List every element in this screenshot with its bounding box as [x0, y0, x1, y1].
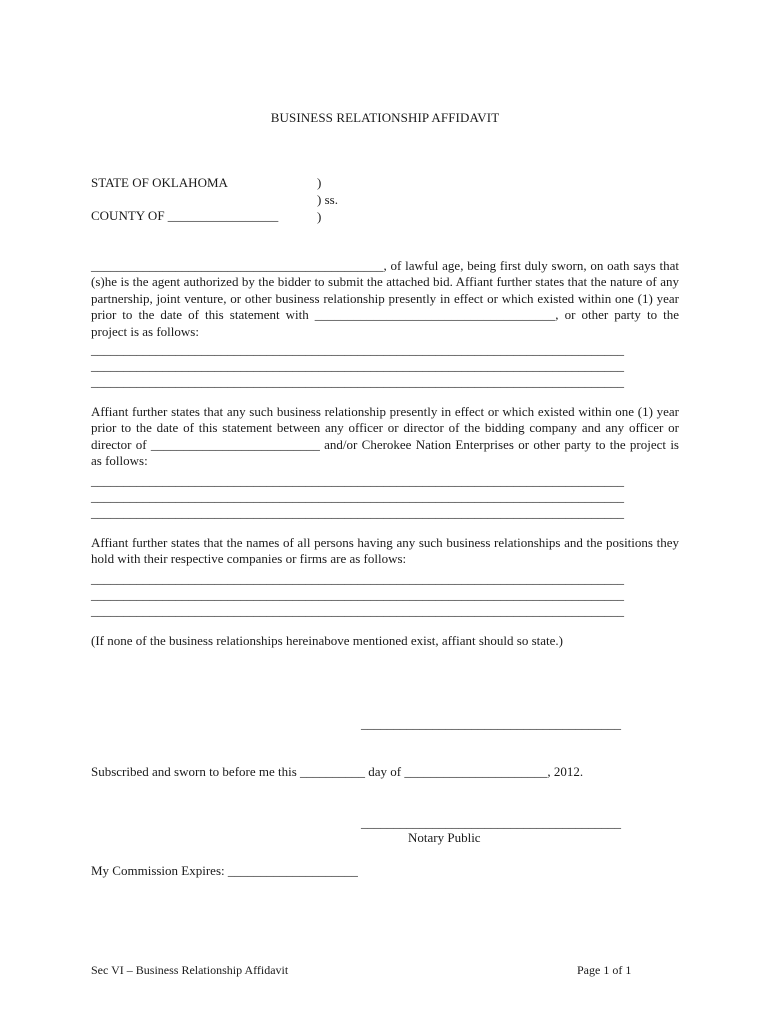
- answer-line: __________________________________________________________________________________: [91, 473, 624, 488]
- county-label: COUNTY OF _________________: [91, 208, 279, 223]
- answer-line: __________________________________________________________________________________: [91, 505, 624, 520]
- notary-public-label: Notary Public: [408, 830, 481, 845]
- footer-section-title: Sec VI – Business Relationship Affidavit: [91, 963, 289, 977]
- answer-line: __________________________________________________________________________________: [91, 374, 624, 389]
- answer-line: __________________________________________________________________________________: [91, 358, 624, 373]
- venue-paren: ): [317, 175, 322, 190]
- answer-line: __________________________________________________________________________________: [91, 342, 624, 357]
- commission-expires: My Commission Expires: ____________________: [91, 863, 358, 878]
- notary-signature-line: ________________________________________: [361, 815, 621, 830]
- answer-line: __________________________________________________________________________________: [91, 587, 624, 602]
- affiant-paragraph-3: Affiant further states that the names of all persons having any such business relationships and the positions they hold with their respective companies or firms are as follows:: [91, 535, 679, 567]
- answer-line: __________________________________________________________________________________: [91, 571, 624, 586]
- none-statement: (If none of the business relationships hereinabove mentioned exist, affiant should so state.): [91, 633, 563, 648]
- affiant-paragraph-1: _____________________________________________, of lawful age, being first duly sworn, on oath says that (s)he is the agent authorized by the bidder to submit the attached bid. Affiant further states that the nature of any partnership, joint venture, or other business relationship presently in effect or which existed within one (1) year prior to the date of this statement with _____________________________________, or other party to the project is as follows:: [91, 258, 679, 339]
- venue-ss: ) ss.: [317, 192, 338, 207]
- answer-line: __________________________________________________________________________________: [91, 489, 624, 504]
- subscribed-sworn-line: Subscribed and sworn to before me this __________ day of ______________________, 2012.: [91, 764, 584, 779]
- affiant-signature-line: ________________________________________: [361, 716, 621, 731]
- document-title: BUSINESS RELATIONSHIP AFFIDAVIT: [270, 110, 500, 125]
- affiant-paragraph-2: Affiant further states that any such business relationship presently in effect or which existed within one (1) year prior to the date of this statement between any officer or director of the bidding company and any officer or director of __________________________ and/or Cherokee Nation Enterprises or other party to the project is as follows:: [91, 404, 679, 469]
- answer-line: __________________________________________________________________________________: [91, 603, 624, 618]
- state-label: STATE OF OKLAHOMA: [91, 175, 228, 190]
- venue-paren: ): [317, 209, 322, 224]
- footer-page-number: Page 1 of 1: [577, 963, 632, 977]
